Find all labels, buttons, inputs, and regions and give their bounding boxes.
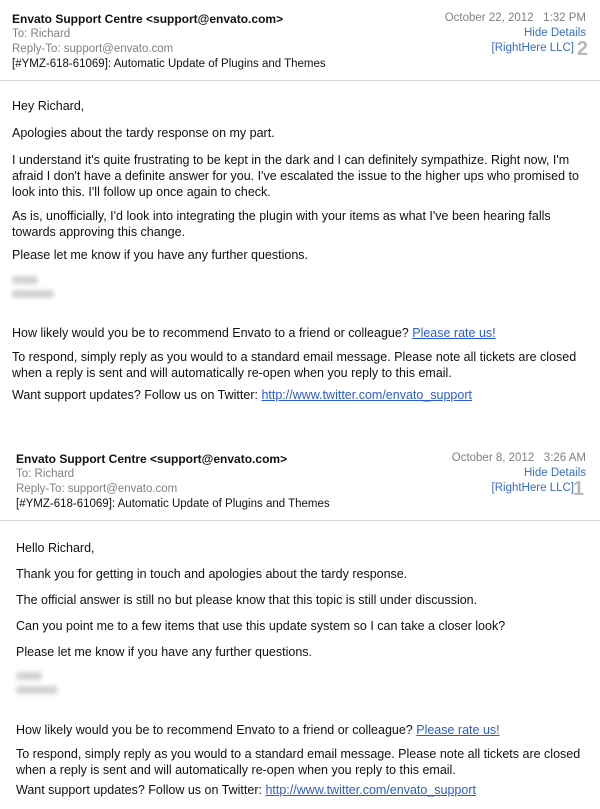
redacted-signature: [16, 672, 42, 680]
redacted-signature: [16, 686, 58, 694]
paragraph: Thank you for getting in touch and apologies about the tardy response.: [16, 567, 408, 581]
date: October 22, 2012 1:32 PM: [444, 12, 586, 24]
label-tag[interactable]: [RightHere LLC]: [491, 42, 574, 54]
email-message-2: [0, 440, 600, 809]
paragraph: Apologies about the tardy response on my part.: [12, 126, 275, 140]
greeting: Hey Richard,: [12, 99, 85, 113]
to-label: To:: [16, 468, 32, 480]
thread-count: 1: [572, 478, 584, 500]
thread-count: 2: [576, 38, 588, 60]
twitter-link[interactable]: http://www.twitter.com/envato_support: [265, 783, 476, 797]
paragraph: Please let me know if you have any further questions.: [16, 645, 312, 659]
reply-to-label: Reply-To:: [12, 43, 61, 55]
reply-to-label: Reply-To:: [16, 483, 65, 495]
paragraph: Can you point me to a few items that use this update system so I can take a closer look?: [16, 619, 506, 633]
twitter-text: Want support updates? Follow us on Twitter:: [16, 783, 262, 797]
rate-us-link[interactable]: Please rate us!: [412, 326, 496, 340]
to-label: To:: [12, 28, 28, 40]
reply-to-line: [16, 483, 177, 495]
twitter-link[interactable]: http://www.twitter.com/envato_support: [261, 388, 472, 402]
twitter-text: Want support updates? Follow us on Twitter:: [12, 388, 258, 402]
to-value: Richard: [30, 28, 71, 40]
reply-to-value: support@envato.com: [63, 43, 174, 55]
respond-note: To respond, simply reply as you would to a standard email message. Please note all tickets are closed when a reply is sent and will automatically re-open when you reply to this email.: [16, 747, 581, 777]
respond-note: To respond, simply reply as you would to a standard email message. Please note all tickets are closed when a reply is sent and will automatically re-open when you reply to this email.: [12, 350, 577, 380]
date: October 8, 2012 3:26 AM: [451, 452, 586, 464]
twitter-line: [16, 782, 594, 798]
sender: Envato Support Centre <support@envato.com>: [12, 12, 284, 26]
reply-to-line: [12, 43, 173, 55]
rating-text: How likely would you be to recommend Envato to a friend or colleague?: [16, 723, 413, 737]
rating-text: How likely would you be to recommend Envato to a friend or colleague?: [12, 326, 409, 340]
rating-line: [12, 325, 592, 341]
rate-us-link[interactable]: Please rate us!: [416, 723, 500, 737]
twitter-line: [12, 387, 592, 403]
subject: [#YMZ-618-61069]: Automatic Update of Plugins and Themes: [16, 498, 330, 510]
label-tag[interactable]: [RightHere LLC]: [491, 482, 574, 494]
subject: [#YMZ-618-61069]: Automatic Update of Plugins and Themes: [12, 58, 326, 70]
hide-details-link[interactable]: Hide Details: [524, 27, 586, 39]
to-line: [12, 28, 70, 40]
rating-line: [16, 722, 594, 738]
hide-details-link[interactable]: Hide Details: [524, 467, 586, 479]
to-value: Richard: [34, 468, 75, 480]
header-divider: [0, 80, 600, 81]
reply-to-value: support@envato.com: [67, 483, 178, 495]
paragraph: The official answer is still no but please know that this topic is still under discussion.: [16, 593, 478, 607]
to-line: [16, 468, 74, 480]
paragraph: I understand it's quite frustrating to be kept in the dark and I can definitely sympathize. Right now, I'm afraid I don't have a definite answer for you. I've escalated the issue to the higher ups who promised to look into this. I'll follow up once again to check.: [12, 153, 579, 199]
redacted-signature: [12, 276, 38, 284]
paragraph: As is, unofficially, I'd look into integrating the plugin with your items as what I've been hearing falls towards approving this change.: [12, 209, 551, 239]
greeting: Hello Richard,: [16, 541, 95, 555]
redacted-signature: [12, 290, 54, 298]
paragraph: Please let me know if you have any further questions.: [12, 248, 308, 262]
sender: Envato Support Centre <support@envato.com>: [16, 452, 288, 466]
header-divider: [0, 520, 600, 521]
